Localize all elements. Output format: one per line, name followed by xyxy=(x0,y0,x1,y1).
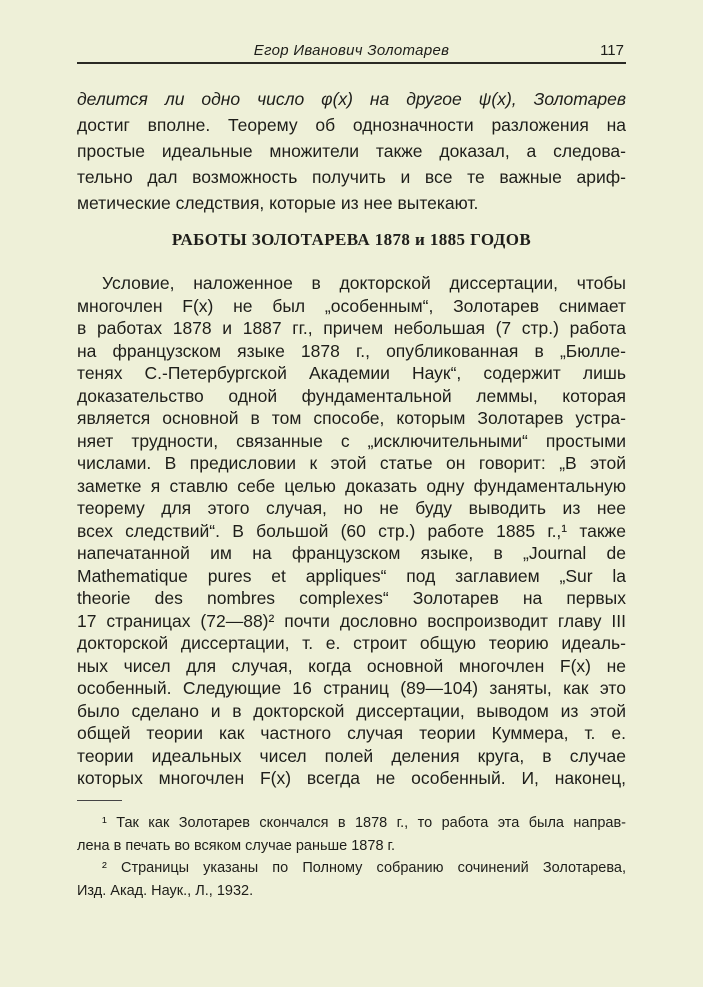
footnotes xyxy=(77,812,626,902)
text-line: которых многочлен F(x) всегда не особенный. И, наконец, xyxy=(77,768,626,788)
paragraph-continuation xyxy=(77,86,626,216)
text-line: многочлен F(x) не был „особенным“, Золотарев снимает xyxy=(77,295,626,316)
text-line: напечатанной им на французском языке, в „Journal de xyxy=(77,543,626,563)
text-line: простые идеальные множители также доказал, а следова- xyxy=(77,141,626,161)
text-line: особенный. Следующие 16 страниц (89—104) заняты, как это xyxy=(77,678,626,698)
footnote-line: лена в печать во всяком случае раньше 1878 г. xyxy=(77,837,396,854)
text-line: числами. В предисловии к этой статье он говорит: „В этой xyxy=(77,453,626,473)
text-line: 17 страницах (72—88)² почти дословно воспроизводит главу III xyxy=(77,610,626,631)
section-heading: РАБОТЫ ЗОЛОТАРЕВА 1878 и 1885 ГОДОВ xyxy=(171,230,532,249)
text-line: няет трудности, связанные с „исключительными“ простыми xyxy=(77,430,626,451)
text-line: докторской диссертации, т. е. строит общую теорию идеаль- xyxy=(77,633,626,653)
text-line: всех следствий“. В большой (60 стр.) работе 1885 г.,¹ также xyxy=(77,520,626,541)
footnote-divider xyxy=(77,800,122,801)
text-line: является основной в том способе, которым Золотарев устра- xyxy=(77,408,626,428)
text-line: доказательство одной фундаментальной леммы, которая xyxy=(77,385,626,406)
text-line: достиг вполне. Теорему об однозначности разложения на xyxy=(77,115,626,135)
text-line: тенях С.-Петербургской Академии Наук“, содержит лишь xyxy=(77,363,626,383)
text-line: на французском языке 1878 г., опубликованная в „Бюлле- xyxy=(77,340,626,361)
text-line: общей теории как частного случая теории Куммера, т. е. xyxy=(77,723,626,743)
text-line: Условие, наложенное в докторской диссертации, чтобы xyxy=(102,273,626,293)
text-line: заметке я ставлю себе целью доказать одну фундаментальную xyxy=(77,475,626,496)
text-line: было сделано и в докторской диссертации, выводом из этой xyxy=(77,700,626,721)
text-line: теории идеальных чисел полей деления круга, в случае xyxy=(77,745,626,766)
text-line: метические следствия, которые из нее вытекают. xyxy=(77,193,479,213)
paragraph-main xyxy=(77,272,626,790)
text-line: Mathematique pures et appliques“ под заглавием „Sur la xyxy=(77,565,626,586)
running-header xyxy=(77,40,626,64)
text-line: ных чисел для случая, когда основной многочлен F(x) не xyxy=(77,655,626,676)
text-line: делится ли одно число φ(x) на другое ψ(x), Золотарев xyxy=(77,89,626,109)
footnote-line: ² Страницы указаны по Полному собранию сочинений Золотарева, xyxy=(102,860,626,876)
page-number: 117 xyxy=(600,42,624,59)
running-title: Егор Иванович Золотарев xyxy=(253,42,450,59)
text-line: в работах 1878 и 1887 гг., причем небольшая (7 стр.) работа xyxy=(77,318,626,338)
text-line: теорему для этого случая, но не буду выводить из нее xyxy=(77,498,626,518)
footnote-line: ¹ Так как Золотарев скончался в 1878 г., то работа эта была направ- xyxy=(102,815,626,831)
footnote-line: Изд. Акад. Наук., Л., 1932. xyxy=(77,882,254,899)
text-line: тельно дал возможность получить и все те важные ариф- xyxy=(77,167,626,187)
text-line: theorie des nombres complexes“ Золотарев на первых xyxy=(77,588,626,608)
